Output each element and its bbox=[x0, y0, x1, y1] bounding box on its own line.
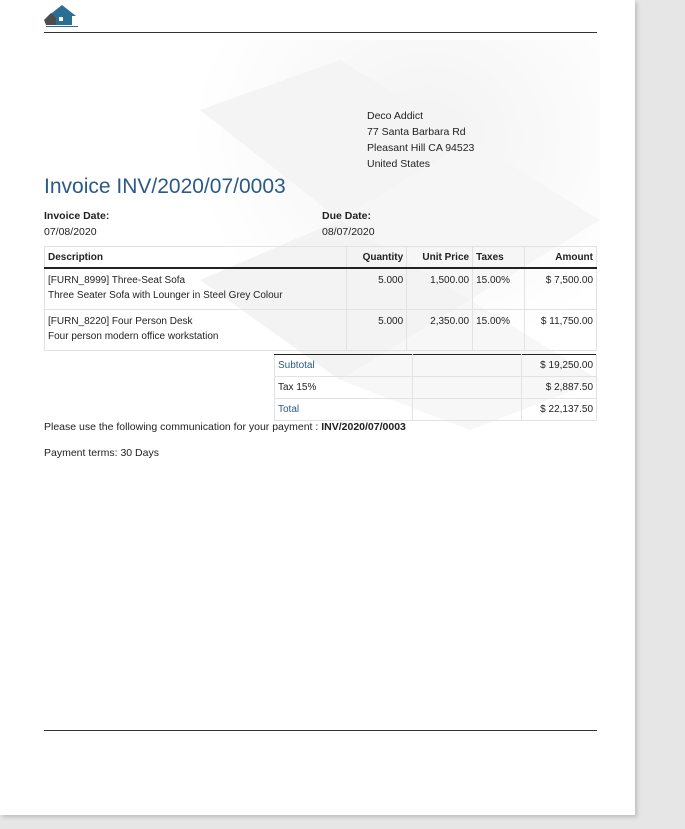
communication-reference: INV/2020/07/0003 bbox=[321, 421, 406, 433]
line-quantity: 5.000 bbox=[347, 310, 407, 351]
subtotal-label: Subtotal bbox=[275, 355, 413, 377]
line-taxes: 15.00% bbox=[473, 268, 525, 310]
col-taxes: Taxes bbox=[473, 247, 525, 269]
due-date-label: Due Date: bbox=[322, 210, 372, 222]
line-amount: $ 7,500.00 bbox=[525, 268, 597, 310]
partner-street: 77 Santa Barbara Rd bbox=[367, 126, 466, 138]
payment-communication bbox=[44, 421, 406, 433]
tax-row bbox=[275, 377, 597, 399]
line-detail: Four person modern office workstation bbox=[48, 331, 219, 342]
communication-text: Please use the following communication for your payment : bbox=[44, 421, 322, 433]
line-description bbox=[45, 268, 347, 310]
partner-country: United States bbox=[367, 158, 431, 170]
col-quantity: Quantity bbox=[347, 247, 407, 269]
line-unit-price: 1,500.00 bbox=[407, 268, 473, 310]
table-header-row bbox=[45, 247, 597, 269]
invoice-lines-table bbox=[44, 246, 597, 351]
subtotal-value: $ 19,250.00 bbox=[522, 355, 597, 377]
table-row bbox=[45, 268, 597, 310]
tax-value: $ 2,887.50 bbox=[522, 377, 597, 399]
subtotal-row bbox=[275, 355, 597, 377]
totals-table bbox=[274, 354, 597, 421]
line-product: [FURN_8220] Four Person Desk bbox=[48, 316, 193, 327]
col-amount: Amount bbox=[525, 247, 597, 269]
total-row bbox=[275, 399, 597, 421]
invoice-title: Invoice INV/2020/07/0003 bbox=[44, 175, 286, 198]
partner-address bbox=[367, 108, 474, 172]
line-description bbox=[45, 310, 347, 351]
line-amount: $ 11,750.00 bbox=[525, 310, 597, 351]
invoice-date-label: Invoice Date: bbox=[44, 210, 110, 222]
company-logo-icon bbox=[44, 2, 80, 30]
table-row bbox=[45, 310, 597, 351]
col-unit-price: Unit Price bbox=[407, 247, 473, 269]
partner-city: Pleasant Hill CA 94523 bbox=[367, 142, 475, 154]
payment-terms: Payment terms: 30 Days bbox=[44, 447, 159, 459]
line-detail: Three Seater Sofa with Lounger in Steel Grey Colour bbox=[48, 290, 283, 301]
header-divider bbox=[44, 32, 597, 33]
col-description: Description bbox=[45, 247, 347, 269]
footer-divider bbox=[44, 730, 597, 731]
total-value: $ 22,137.50 bbox=[522, 399, 597, 421]
line-taxes: 15.00% bbox=[473, 310, 525, 351]
line-quantity: 5.000 bbox=[347, 268, 407, 310]
tax-label: Tax 15% bbox=[275, 377, 413, 399]
line-product: [FURN_8999] Three-Seat Sofa bbox=[48, 275, 186, 286]
partner-name: Deco Addict bbox=[367, 110, 424, 122]
total-label: Total bbox=[275, 399, 413, 421]
due-date-value: 08/07/2020 bbox=[322, 226, 375, 238]
invoice-date-value: 07/08/2020 bbox=[44, 226, 97, 238]
line-unit-price: 2,350.00 bbox=[407, 310, 473, 351]
